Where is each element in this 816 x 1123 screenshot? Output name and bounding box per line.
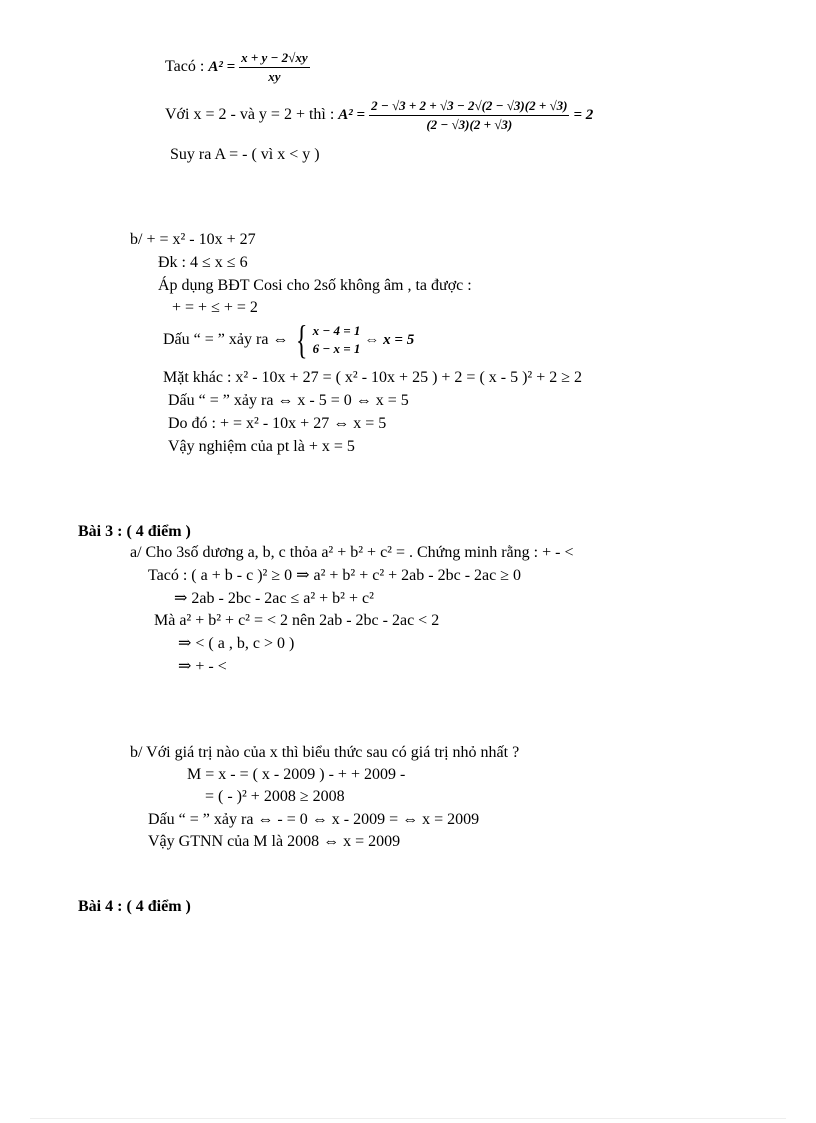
line-cosi: + = + ≤ + = 2 (172, 299, 258, 316)
line-3a-implies-3: ⇒ + - < (178, 658, 227, 675)
heading-bai-4: Bài 4 : ( 4 điểm ) (78, 898, 191, 915)
line-mat-khac: Mặt khác : x² - 10x + 27 = ( x² - 10x + 25 ) + 2 = ( x - 5 )² + 2 ≥ 2 (163, 369, 583, 386)
fraction-a2-value: $\frac{2 - √3 + 2 + √3 - 2√(2 - √3)(2 + √3)}{(2 - √3)(2 + √3)}$ (371, 98, 568, 132)
equation-system: { x − 4 = 1 6 − x = 1 (296, 317, 361, 363)
line-3b-question: b/ Với giá trị nào của x thì biểu thức sau có giá trị nhỏ nhất ? (130, 744, 520, 761)
line-ap-dung: Áp dụng BĐT Cosi cho 2số không âm , ta được : (158, 277, 472, 294)
line-3b-dau: Dấu “ = ” xảy ra ⇔ - = 0 ⇔ x - 2009 = ⇔ x = 2009 (148, 811, 480, 828)
line-suy-ra: Suy ra A = - ( vì x < y ) (170, 146, 320, 163)
fraction-a2: $\frac{x + y - 2√xy}{xy}$ (241, 50, 308, 84)
line-do-do: Do đó : + = x² - 10x + 27 ⇔ x = 5 (168, 415, 387, 432)
line-vay-nghiem: Vậy nghiệm của pt là + x = 5 (168, 438, 355, 455)
line-3b-square: = ( - )² + 2008 ≥ 2008 (205, 788, 345, 805)
line-3b-vay: Vậy GTNN của M là 2008 ⇔ x = 2009 (148, 833, 401, 850)
line-voi-x: Với x = 2 - và y = 2 + thì : A² = $\frac{2 - √3 + 2 + √3 - 2√(2 - √3)(2 + √3)}{(2 - √3)(2 + √3)}$ = 2 (165, 98, 594, 132)
line-dau-system: Dấu “ = ” xảy ra ⇔ { x − 4 = 1 6 − x = 1 ⇔ x = 5 (163, 317, 415, 363)
heading-bai-3: Bài 3 : ( 4 điểm ) (78, 523, 191, 540)
line-3a-implies-2: ⇒ < ( a , b, c > 0 ) (178, 635, 295, 652)
line-taco: Tacó : A² = $\frac{x + y - 2√xy}{xy}$ (165, 50, 308, 84)
line-3a-taco: Tacó : ( a + b - c )² ≥ 0 ⇒ a² + b² + c² + 2ab - 2bc - 2ac ≥ 0 (148, 567, 522, 584)
line-3a-ma: Mà a² + b² + c² = < 2 nên 2ab - 2bc - 2ac < 2 (154, 612, 440, 629)
line-3a-implies: ⇒ 2ab - 2bc - 2ac ≤ a² + b² + c² (174, 590, 374, 607)
math-lhs-a2: A² = (208, 59, 236, 76)
page-bottom-divider (30, 1118, 786, 1119)
line-dk: Đk : 4 ≤ x ≤ 6 (158, 254, 248, 271)
line-dau-2: Dấu “ = ” xảy ra ⇔ x - 5 = 0 ⇔ x = 5 (168, 392, 409, 409)
line-3b-m: M = x - = ( x - 2009 ) - + + 2009 - (187, 766, 406, 783)
line-b-equation: b/ + = x² - 10x + 27 (130, 231, 256, 248)
line-3a-cho: a/ Cho 3số dương a, b, c thỏa a² + b² + c² = . Chứng minh rằng : + - < (130, 544, 574, 561)
